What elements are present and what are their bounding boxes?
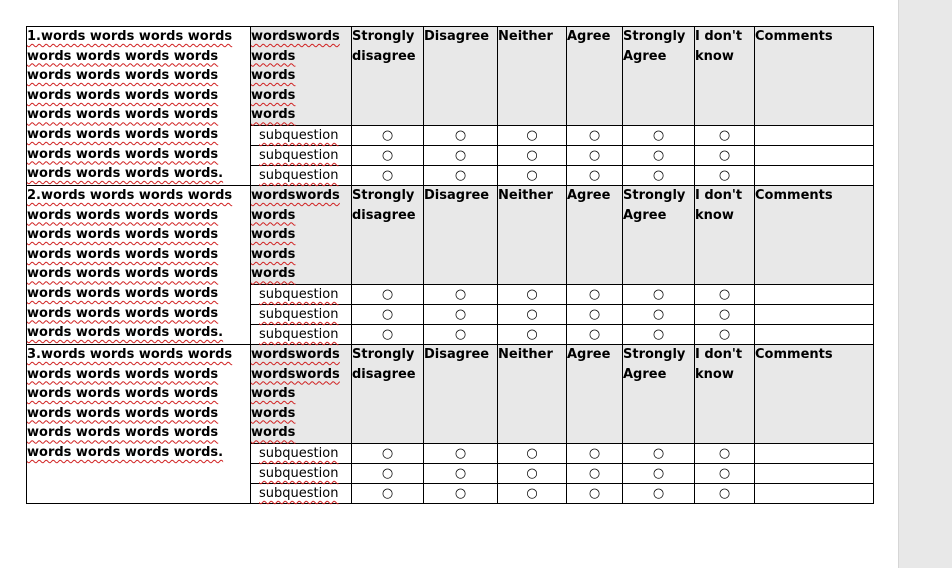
radio-option[interactable]: ○: [588, 445, 601, 461]
comments-header: Comments: [755, 185, 874, 284]
question-text-line: words words words words: [27, 107, 219, 123]
radio-option[interactable]: ○: [454, 167, 467, 183]
comment-cell[interactable]: [755, 145, 874, 165]
radio-option[interactable]: ○: [381, 167, 394, 183]
question-text-line: 3.words words words words: [27, 346, 233, 362]
header-word: wordswords: [251, 346, 340, 362]
question-header-row: [27, 27, 874, 126]
header-words-cell: [251, 185, 352, 284]
radio-option[interactable]: ○: [718, 127, 731, 143]
radio-option[interactable]: ○: [381, 306, 394, 322]
radio-option[interactable]: ○: [526, 485, 538, 501]
comment-cell[interactable]: [755, 125, 874, 145]
subquestion-label: subquestion: [259, 485, 339, 501]
subquestion-label: subquestion: [259, 286, 339, 302]
radio-option[interactable]: ○: [652, 445, 665, 461]
scale-header: Strongly Agree: [623, 344, 695, 443]
radio-option[interactable]: ○: [588, 326, 601, 342]
radio-option[interactable]: ○: [588, 465, 601, 481]
question-text-line: words words words words: [27, 405, 219, 421]
question-header-row: [27, 344, 874, 443]
radio-option[interactable]: ○: [526, 465, 538, 481]
question-text-line: words words words words: [27, 266, 219, 282]
radio-option[interactable]: ○: [381, 445, 394, 461]
radio-option[interactable]: ○: [588, 485, 601, 501]
radio-option[interactable]: ○: [454, 485, 467, 501]
header-words-cell: [251, 344, 352, 443]
radio-option[interactable]: ○: [588, 167, 601, 183]
question-text-line: words words words words.: [27, 325, 224, 341]
header-word: words: [251, 68, 296, 84]
question-text-line: words words words words: [27, 246, 219, 262]
question-text-line: words words words words: [27, 87, 219, 103]
scale-header: Agree: [567, 27, 623, 126]
scale-header: I don't know: [695, 27, 755, 126]
radio-option[interactable]: ○: [381, 465, 394, 481]
radio-option[interactable]: ○: [381, 147, 394, 163]
subquestion-label: subquestion: [259, 127, 339, 143]
scale-header: Neither: [498, 27, 567, 126]
radio-option[interactable]: ○: [526, 306, 538, 322]
question-text-line: words words words words: [27, 425, 219, 441]
scale-header: Disagree: [424, 27, 498, 126]
radio-option[interactable]: ○: [718, 465, 731, 481]
scale-header: Strongly Agree: [623, 27, 695, 126]
radio-option[interactable]: ○: [652, 485, 665, 501]
header-word: words: [251, 48, 296, 64]
radio-option[interactable]: ○: [381, 286, 394, 302]
radio-option[interactable]: ○: [652, 306, 665, 322]
question-text-line: words words words words: [27, 126, 219, 142]
radio-option[interactable]: ○: [588, 147, 601, 163]
radio-option[interactable]: ○: [526, 147, 538, 163]
scale-header: Neither: [498, 344, 567, 443]
scale-header: Disagree: [424, 185, 498, 284]
radio-option[interactable]: ○: [454, 127, 467, 143]
question-text-line: words words words words: [27, 227, 219, 243]
question-text-line: words words words words: [27, 285, 219, 301]
radio-option[interactable]: ○: [718, 445, 731, 461]
question-text-line: words words words words: [27, 68, 219, 84]
scale-header: Strongly disagree: [352, 185, 424, 284]
radio-option[interactable]: ○: [381, 127, 394, 143]
radio-option[interactable]: ○: [526, 286, 538, 302]
radio-option[interactable]: ○: [718, 485, 731, 501]
subquestion-label: subquestion: [259, 306, 339, 322]
header-word: words: [251, 107, 296, 123]
radio-option[interactable]: ○: [652, 326, 665, 342]
subquestion-label: subquestion: [259, 167, 339, 183]
radio-option[interactable]: ○: [454, 306, 467, 322]
header-word: words: [251, 425, 296, 441]
question-text: [27, 344, 251, 503]
question-text-line: 2.words words words words: [27, 187, 233, 203]
radio-option[interactable]: ○: [526, 445, 538, 461]
radio-option[interactable]: ○: [588, 306, 601, 322]
page-gutter: [898, 0, 952, 568]
header-words-cell: [251, 27, 352, 126]
comment-cell[interactable]: [755, 483, 874, 503]
radio-option[interactable]: ○: [652, 465, 665, 481]
question-text: [27, 185, 251, 344]
subquestion-label: subquestion: [259, 147, 339, 163]
scale-header: Neither: [498, 185, 567, 284]
radio-option[interactable]: ○: [718, 306, 731, 322]
radio-option[interactable]: ○: [381, 326, 394, 342]
header-word: words: [251, 207, 296, 223]
radio-option[interactable]: ○: [454, 147, 467, 163]
question-text-line: words words words words: [27, 146, 219, 162]
comment-cell[interactable]: [755, 165, 874, 185]
page-edge: [898, 0, 899, 568]
question-text-line: words words words words.: [27, 166, 224, 182]
scale-header: Strongly disagree: [352, 27, 424, 126]
radio-option[interactable]: ○: [454, 445, 467, 461]
scale-header: Disagree: [424, 344, 498, 443]
subquestion-label: subquestion: [259, 465, 339, 481]
comment-cell[interactable]: [755, 284, 874, 304]
comment-cell[interactable]: [755, 463, 874, 483]
radio-option[interactable]: ○: [381, 485, 394, 501]
comment-cell[interactable]: [755, 304, 874, 324]
question-text-line: words words words words: [27, 207, 219, 223]
header-word: wordswords: [251, 366, 340, 382]
radio-option[interactable]: ○: [652, 127, 665, 143]
header-word: words: [251, 227, 296, 243]
scale-header: Agree: [567, 344, 623, 443]
question-text-line: words words words words: [27, 305, 219, 321]
comments-header: Comments: [755, 27, 874, 126]
radio-option[interactable]: ○: [652, 167, 665, 183]
radio-option[interactable]: ○: [454, 465, 467, 481]
radio-option[interactable]: ○: [526, 326, 538, 342]
radio-option[interactable]: ○: [718, 286, 731, 302]
header-word: words: [251, 266, 296, 282]
header-word: wordswords: [251, 29, 340, 44]
radio-option[interactable]: ○: [718, 147, 731, 163]
comment-cell[interactable]: [755, 324, 874, 344]
header-word: words: [251, 405, 296, 421]
question-text-line: words words words words: [27, 386, 219, 402]
header-word: words: [251, 246, 296, 262]
header-word: wordswords: [251, 187, 340, 203]
scale-header: Strongly disagree: [352, 344, 424, 443]
radio-option[interactable]: ○: [718, 326, 731, 342]
radio-option[interactable]: ○: [588, 286, 601, 302]
radio-option[interactable]: ○: [454, 286, 467, 302]
question-text-line: words words words words: [27, 366, 219, 382]
radio-option[interactable]: ○: [652, 286, 665, 302]
question-text-line: words words words words.: [27, 444, 224, 460]
subquestion-label: subquestion: [259, 326, 339, 342]
question-text-line: 1.words words words words: [27, 29, 233, 44]
radio-option[interactable]: ○: [526, 167, 538, 183]
scale-header: Strongly Agree: [623, 185, 695, 284]
radio-option[interactable]: ○: [718, 167, 731, 183]
header-word: words: [251, 386, 296, 402]
comment-cell[interactable]: [755, 443, 874, 463]
scale-header: I don't know: [695, 185, 755, 284]
scale-header: I don't know: [695, 344, 755, 443]
radio-option[interactable]: ○: [526, 127, 538, 143]
radio-option[interactable]: ○: [588, 127, 601, 143]
comments-header: Comments: [755, 344, 874, 443]
question-header-row: [27, 185, 874, 284]
header-word: words: [251, 87, 296, 103]
scale-header: Agree: [567, 185, 623, 284]
radio-option[interactable]: ○: [454, 326, 467, 342]
subquestion-label: subquestion: [259, 445, 339, 461]
question-text: [27, 27, 251, 186]
radio-option[interactable]: ○: [652, 147, 665, 163]
survey-table: [26, 26, 874, 504]
question-text-line: words words words words: [27, 48, 219, 64]
